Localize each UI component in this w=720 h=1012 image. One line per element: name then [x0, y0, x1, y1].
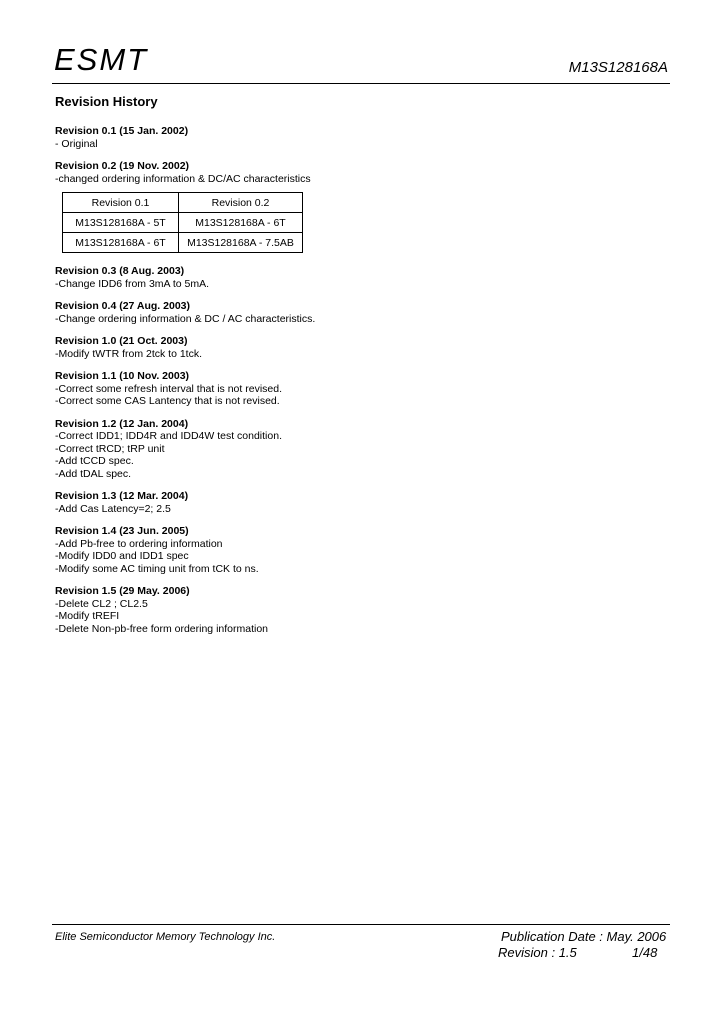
table-row	[63, 213, 303, 233]
revision-note: -Delete CL2 ; CL2.5	[55, 597, 148, 610]
revision-heading: Revision 1.3 (12 Mar. 2004)	[55, 490, 189, 502]
revision-note: -Delete Non-pb-free form ordering information	[55, 622, 269, 635]
revision-entry	[55, 525, 655, 575]
revision-heading: Revision 1.1 (10 Nov. 2003)	[55, 370, 190, 382]
revision-entry	[55, 125, 655, 150]
revision-note: -Change ordering information & DC / AC characteristics.	[55, 312, 316, 325]
revision-note: -Add Pb-free to ordering information	[55, 537, 223, 550]
revision-entry	[55, 160, 655, 185]
revision-note: -Add tDAL spec.	[55, 467, 132, 480]
revision-heading: Revision 0.2 (19 Nov. 2002)	[55, 160, 190, 172]
revision-note: -Add Cas Latency=2; 2.5	[55, 502, 171, 515]
revision-heading: Revision 0.1 (15 Jan. 2002)	[55, 125, 189, 137]
page-title: Revision History	[55, 94, 158, 109]
revision-note: -Change IDD6 from 3mA to 5mA.	[55, 277, 210, 290]
part-number: M13S128168A	[568, 59, 668, 76]
revision-note: -Correct some CAS Lantency that is not revised.	[55, 395, 280, 407]
table-cell: M13S128168A - 5T	[63, 213, 179, 233]
revision-heading: Revision 0.3 (8 Aug. 2003)	[55, 265, 185, 277]
revision-heading: Revision 1.4 (23 Jun. 2005)	[55, 525, 189, 537]
revision-note: -Correct tRCD; tRP unit	[55, 442, 165, 455]
revision-entry	[55, 335, 655, 360]
table-cell: M13S128168A - 6T	[63, 233, 179, 253]
revision-note: -Modify some AC timing unit from tCK to ns.	[55, 562, 259, 575]
header-divider	[52, 83, 670, 84]
revision-heading: Revision 1.2 (12 Jan. 2004)	[55, 417, 189, 430]
revision-entry	[55, 418, 655, 481]
revision-note: -Correct some refresh interval that is not revised.	[55, 382, 283, 395]
company-name: Elite Semiconductor Memory Technology Inc.	[55, 931, 276, 943]
table-header-row	[63, 193, 303, 213]
table-header-cell: Revision 0.1	[63, 193, 179, 213]
revision-entry	[55, 300, 655, 325]
publication-date: Publication Date : May. 2006	[501, 929, 667, 944]
table-header-cell: Revision 0.2	[179, 193, 303, 213]
page-number: 1/48	[632, 945, 658, 960]
revision-note: -changed ordering information & DC/AC characteristics	[55, 172, 311, 185]
table-row	[63, 233, 303, 253]
revision-note: -Add tCCD spec.	[55, 455, 134, 467]
revision-note: -Correct IDD1; IDD4R and IDD4W test condition.	[55, 430, 282, 442]
revision-note: -Modify IDD0 and IDD1 spec	[55, 550, 189, 562]
ordering-info-table	[62, 192, 303, 253]
revision-heading: Revision 1.0 (21 Oct. 2003)	[55, 335, 188, 347]
revision-heading: Revision 0.4 (27 Aug. 2003)	[55, 300, 190, 312]
table-cell: M13S128168A - 6T	[179, 213, 303, 233]
revision-entry	[55, 265, 655, 290]
revision-note: -Modify tWTR from 2tck to 1tck.	[55, 347, 203, 360]
revision-note: - Original	[55, 137, 98, 150]
revision-number: Revision : 1.5	[498, 945, 577, 960]
revision-entry	[55, 370, 655, 408]
table-cell: M13S128168A - 7.5AB	[179, 233, 303, 253]
revision-note: -Modify tREFI	[55, 610, 120, 622]
revision-list	[55, 125, 655, 645]
esmt-logo: ESMT	[54, 42, 149, 77]
revision-heading: Revision 1.5 (29 May. 2006)	[55, 585, 190, 597]
revision-entry	[55, 490, 655, 515]
footer-divider	[52, 924, 670, 925]
revision-entry	[55, 585, 655, 635]
